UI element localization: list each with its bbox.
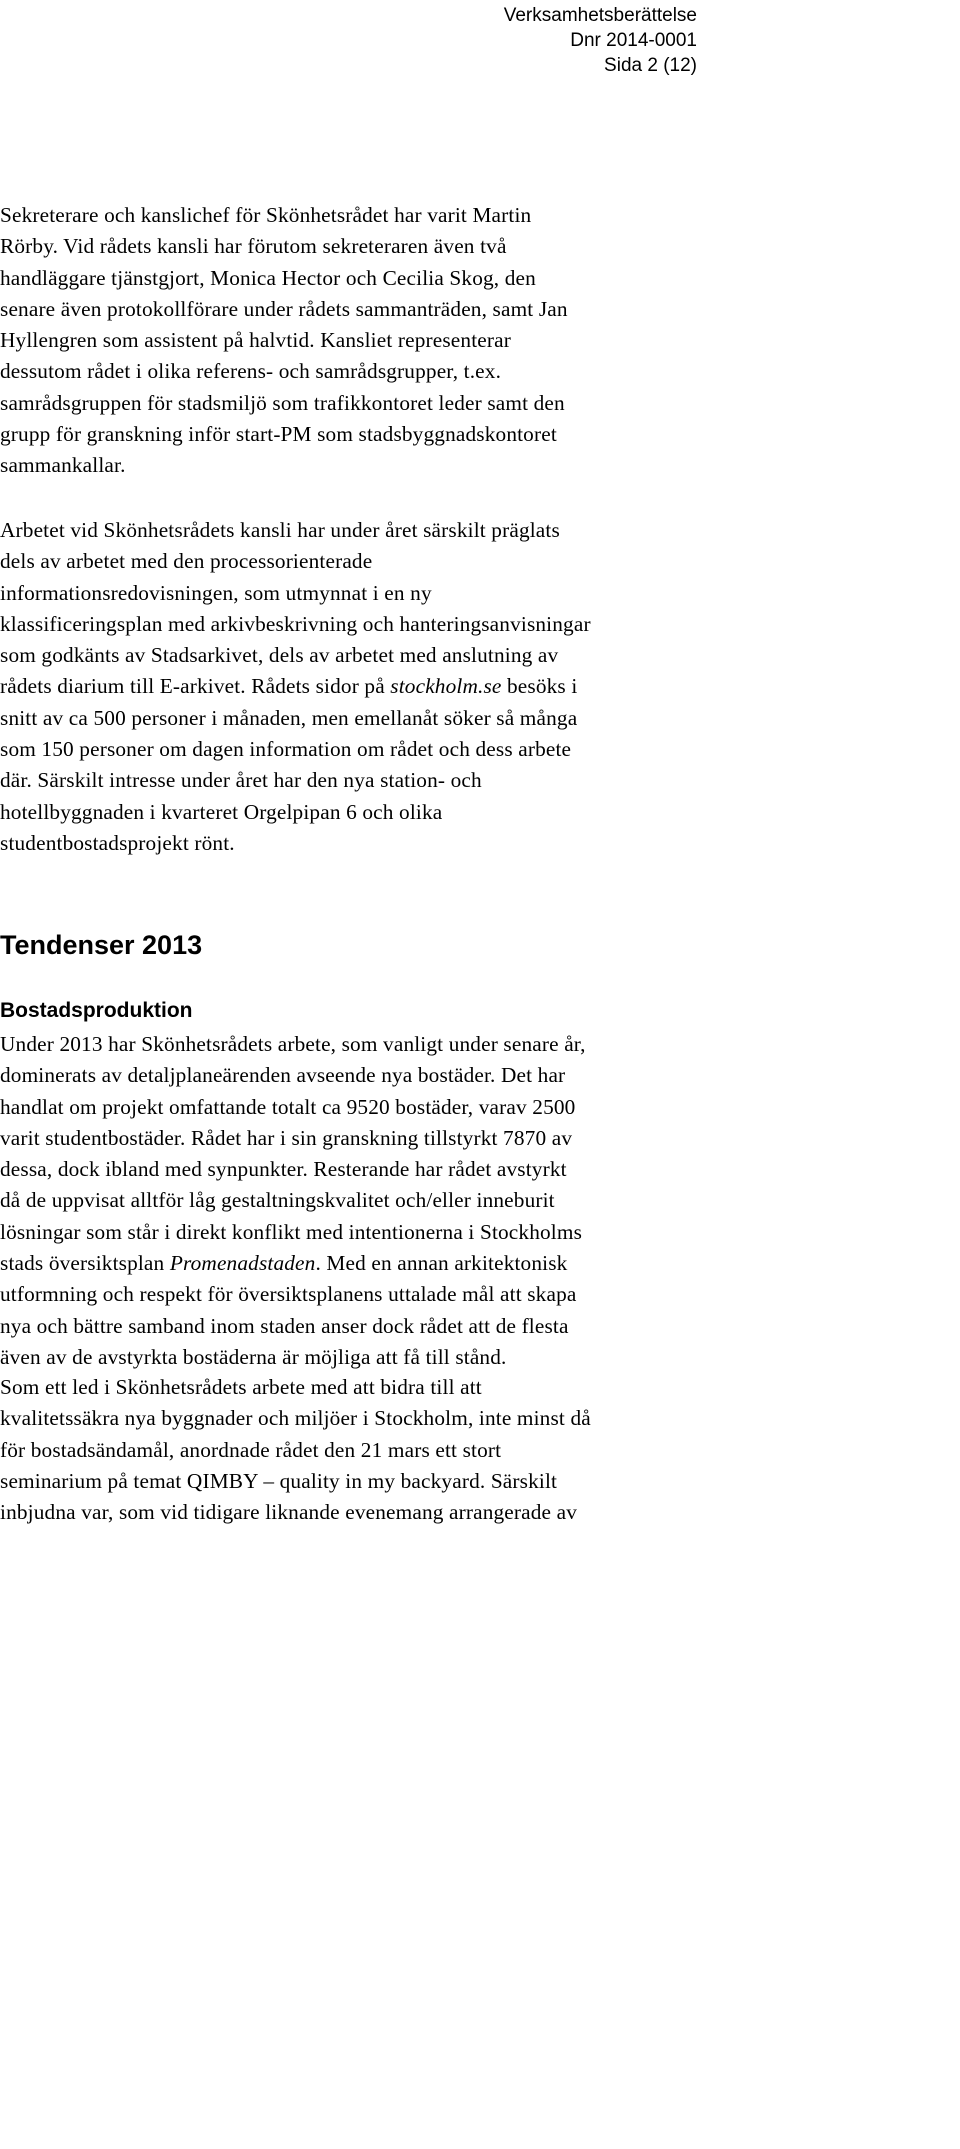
text-line: kvalitetssäkra nya byggnader och miljöer i Stockholm, inte minst då (0, 1406, 591, 1431)
text-line: Rörby. Vid rådets kansli har förutom sekreteraren även två (0, 234, 507, 259)
text-line: Arbetet vid Skönhetsrådets kansli har under året särskilt präglats (0, 518, 560, 542)
text-segment: besöks i (501, 674, 578, 699)
text-line: dessa, dock ibland med synpunkter. Resterande har rådet avstyrkt (0, 1157, 567, 1182)
document-number: Dnr 2014-0001 (570, 30, 697, 51)
text-line: dels av arbetet med den processorienterade (0, 549, 373, 574)
text-line: klassificeringsplan med arkivbeskrivning och hanteringsanvisningar (0, 611, 591, 636)
text-line: samrådsgruppen för stadsmiljö som trafikkontoret leder samt den (0, 390, 565, 415)
page-header (504, 3, 697, 78)
text-line: snitt av ca 500 personer i månaden, men emellanåt söker så många (0, 705, 578, 730)
text-line: lösningar som står i direkt konflikt med intentionerna i Stockholms (0, 1219, 583, 1244)
plan-name: Promenadstaden (169, 1251, 316, 1276)
text-line: handlat om projekt omfattande totalt ca 9520 bostäder, varav 2500 (0, 1094, 576, 1119)
text-line: Som ett led i Skönhetsrådets arbete med att bidra till att (0, 1375, 482, 1399)
text-line: informationsredovisningen, som utmynnat i en ny (0, 580, 432, 605)
paragraph-seminarium (0, 1372, 700, 1528)
text-line: hotellbyggnaden i kvarteret Orgelpipan 6 och olika (0, 799, 443, 824)
text-line: seminarium på temat QIMBY – quality in my backyard. Särskilt (0, 1468, 558, 1493)
text-line (0, 671, 700, 702)
text-segment: rådets diarium till E-arkivet. Rådets sidor på (0, 674, 391, 699)
text-line: varit studentbostäder. Rådet har i sin granskning tillstyrkt 7870 av (0, 1125, 573, 1150)
paragraph-arbete (0, 515, 700, 859)
text-line: Sekreterare och kanslichef för Skönhetsrådet har varit Martin (0, 203, 532, 227)
text-line: som godkänts av Stadsarkivet, dels av arbetet med anslutning av (0, 643, 559, 668)
text-line: grupp för granskning inför start-PM som stadsbyggnadskontoret (0, 422, 557, 447)
text-line: studentbostadsprojekt rönt. (0, 830, 235, 855)
text-line: nya och bättre samband inom staden anser dock rådet att de flesta (0, 1313, 569, 1338)
text-line: dessutom rådet i olika referens- och samrådsgrupper, t.ex. (0, 359, 502, 384)
text-line: för bostadsändamål, anordnade rådet den 21 mars ett stort (0, 1437, 502, 1462)
text-line: inbjudna var, som vid tidigare liknande evenemang arrangerade av (0, 1500, 578, 1525)
text-line: även av de avstyrkta bostäderna är möjliga att få till stånd. (0, 1344, 507, 1369)
website-name: stockholm.se (390, 674, 502, 699)
text-line: Under 2013 har Skönhetsrådets arbete, som vanligt under senare år, (0, 1032, 586, 1056)
text-line: dominerats av detaljplaneärenden avseende nya bostäder. Det har (0, 1063, 566, 1088)
section-heading: Tendenser 2013 (0, 930, 203, 960)
text-line: utformning och respekt för översiktsplanens uttalade mål att skapa (0, 1282, 577, 1307)
document-title: Verksamhetsberättelse (503, 5, 697, 26)
subsection-heading: Bostadsproduktion (0, 999, 193, 1022)
paragraph-bostadsproduktion (0, 1029, 700, 1373)
text-line: handläggare tjänstgjort, Monica Hector och Cecilia Skog, den (0, 265, 536, 290)
text-line: då de uppvisat alltför låg gestaltningskvalitet och/eller inneburit (0, 1188, 555, 1213)
text-segment: stads översiktsplan (0, 1251, 170, 1276)
text-line: där. Särskilt intresse under året har den nya station- och (0, 768, 482, 793)
text-line: som 150 personer om dagen information om rådet och dess arbete (0, 737, 572, 762)
text-segment: . Med en annan arkitektonisk (315, 1251, 568, 1276)
text-line (0, 1248, 700, 1279)
page-number: Sida 2 (12) (604, 55, 697, 76)
text-line: Hyllengren som assistent på halvtid. Kansliet representerar (0, 328, 511, 353)
text-line: sammankallar. (0, 453, 126, 478)
text-line: senare även protokollförare under rådets sammanträden, samt Jan (0, 296, 568, 321)
paragraph-kansli (0, 200, 700, 482)
